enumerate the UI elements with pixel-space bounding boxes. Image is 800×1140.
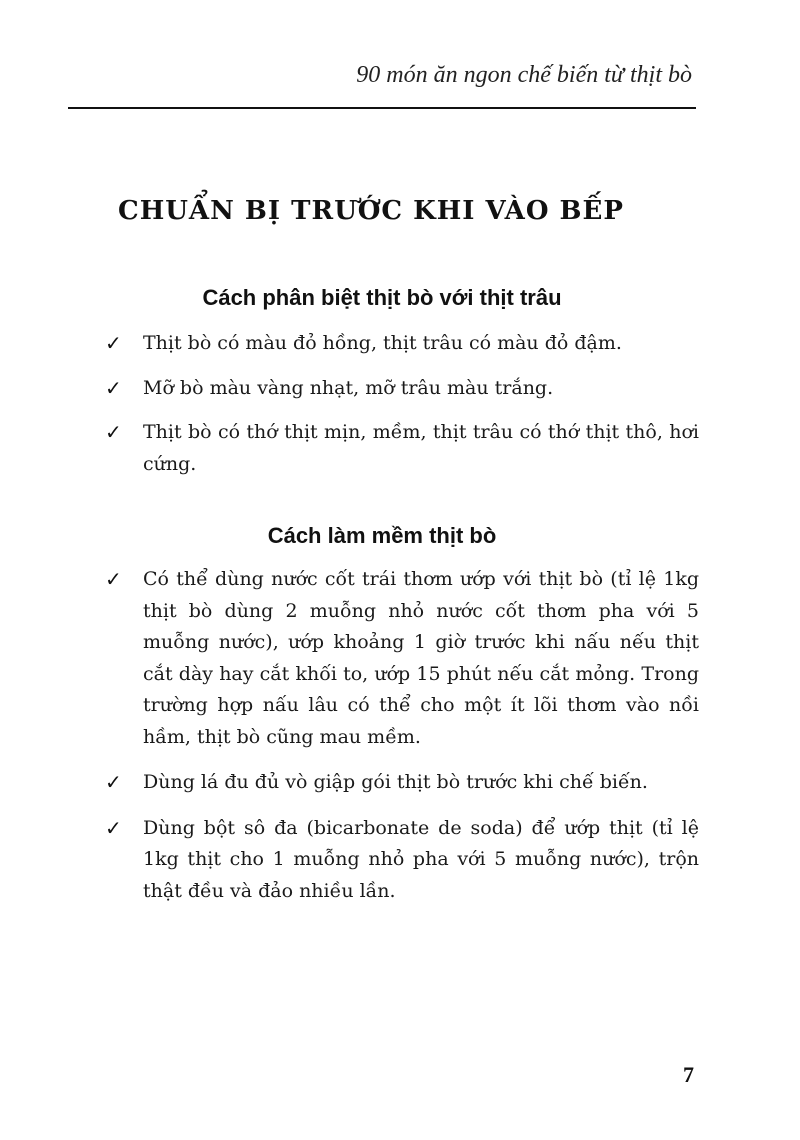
list-item [105, 813, 699, 908]
section-heading-tenderize-beef: Cách làm mềm thịt bò [267, 523, 497, 548]
check-icon: ✓ [105, 567, 122, 591]
bullet-list-distinguish-meat [105, 328, 699, 493]
section-heading-distinguish-meat: Cách phân biệt thịt bò với thịt trâu [202, 285, 562, 310]
list-item [105, 373, 699, 405]
chapter-title: CHUẨN BỊ TRƯỚC KHI VÀO BẾP [118, 196, 624, 226]
check-icon: ✓ [105, 375, 122, 400]
list-item-text: Dùng bột sô đa (bicarbonate de soda) để ướp thịt (tỉ lệ 1kg thịt cho 1 muỗng nhỏ pha với 5 muỗng nước), trộn thật đều và đảo nhiều lần. [143, 816, 699, 902]
list-item-text: Dùng lá đu đủ vò giập gói thịt bò trước khi chế biến. [143, 771, 648, 793]
list-item-text: Có thể dùng nước cốt trái thơm ướp với thịt bò (tỉ lệ 1kg thịt bò dùng 2 muỗng nhỏ nước cốt thơm pha với 5 muỗng nước), ướp khoảng 1 giờ trước khi nấu nếu thịt cắt dày hay cắt khối to, ướp 15 phút nếu cắt mỏng. Trong trường hợp nấu lâu có thể cho một ít lõi thơm vào nồi hầm, thịt bò cũng mau mềm. [143, 568, 699, 748]
bullet-list-tenderize-beef [105, 564, 699, 921]
list-item-text: Mỡ bò màu vàng nhạt, mỡ trâu màu trắng. [143, 376, 554, 399]
header-rule [68, 107, 696, 109]
list-item [105, 328, 699, 360]
list-item-text: Thịt bò có màu đỏ hồng, thịt trâu có màu đỏ đậm. [143, 332, 622, 354]
list-item [105, 417, 699, 480]
list-item [105, 564, 699, 753]
page-number: 7 [683, 1062, 694, 1087]
list-item [105, 767, 699, 799]
check-icon: ✓ [105, 815, 122, 840]
check-icon: ✓ [105, 770, 122, 794]
list-item-text: Thịt bò có thớ thịt mịn, mềm, thịt trâu có thớ thịt thô, hơi cứng. [143, 421, 699, 475]
check-icon: ✓ [105, 331, 122, 355]
check-icon: ✓ [105, 420, 122, 444]
running-header: 90 món ăn ngon chế biến từ thịt bò [356, 62, 692, 88]
